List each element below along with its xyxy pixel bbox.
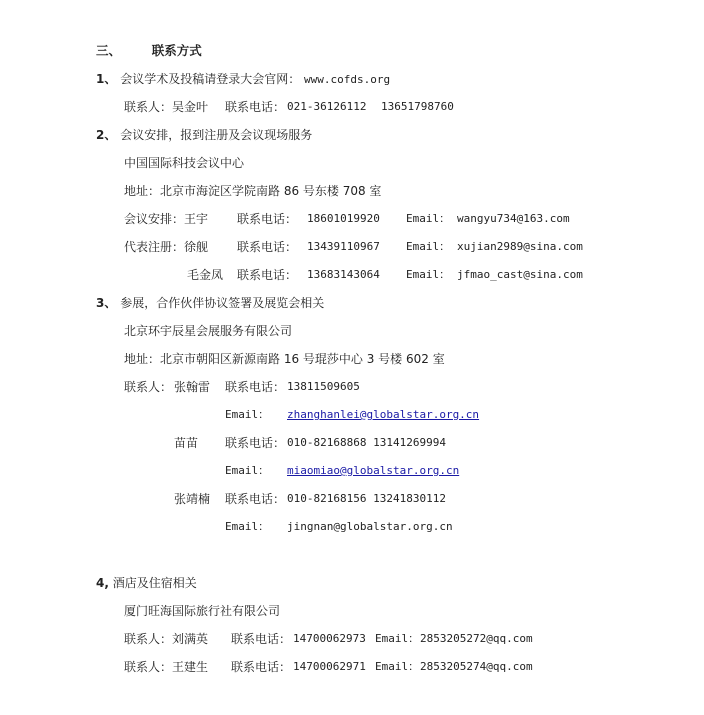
phone-label: 联系电话： — [237, 212, 298, 226]
item-4-organization: 厦门旺海国际旅行社有限公司 — [124, 604, 281, 618]
item-4-row-1 — [124, 631, 684, 647]
item-1-contact-row — [124, 99, 684, 115]
item-3-heading — [96, 295, 324, 311]
email-address[interactable]: jingnan@globalstar.org.cn — [287, 520, 453, 533]
item-2-text: 会议安排，报到注册及会议现场服务 — [120, 128, 313, 142]
item-3-person-1 — [124, 379, 684, 395]
mobile-number: 13651798760 — [381, 100, 454, 113]
contact-role: 会议安排：王宇 — [124, 212, 209, 226]
section-heading — [96, 43, 202, 59]
phone-number: 18601019920 — [307, 212, 380, 225]
item-3-number: 3、 — [96, 296, 117, 310]
email-label: Email： — [375, 632, 420, 645]
email-label: Email： — [225, 520, 270, 533]
phone-label: 联系电话： — [225, 436, 286, 450]
email-label: Email： — [225, 408, 270, 421]
item-1-text: 会议学术及投稿请登录大会官网： — [120, 72, 301, 86]
contact-role: 毛金凤 — [187, 268, 224, 282]
email-label: Email： — [225, 464, 270, 477]
email-address[interactable]: jfmao_cast@sina.com — [457, 268, 583, 281]
email-label: Email： — [375, 660, 420, 673]
item-2-organization: 中国国际科技会议中心 — [124, 156, 245, 170]
contact-name: 张靖楠 — [174, 492, 211, 506]
email-address[interactable]: wangyu734@163.com — [457, 212, 570, 225]
phone-label: 联系电话： — [237, 268, 298, 282]
item-1-number: 1、 — [96, 72, 117, 86]
item-2-row-2 — [124, 239, 684, 255]
item-4-text: 酒店及住宿相关 — [112, 576, 197, 590]
email-link[interactable]: zhanghanlei@globalstar.org.cn — [287, 408, 480, 421]
phone-label: 联系电话： — [225, 492, 286, 506]
phone-number: 13811509605 — [287, 380, 360, 393]
section-title: 联系方式 — [151, 43, 202, 58]
phone-label: 联系电话： — [231, 660, 292, 674]
item-2-number: 2、 — [96, 128, 117, 142]
phone-label: 联系电话： — [225, 100, 286, 114]
email-address[interactable]: 2853205272@qq.com — [420, 632, 533, 645]
item-3-organization: 北京环宇辰星会展服务有限公司 — [124, 324, 293, 338]
item-2-heading — [96, 127, 312, 143]
item-1-heading — [96, 71, 390, 88]
email-label: Email： — [406, 268, 451, 281]
item-3-person-3-email — [124, 519, 684, 535]
phone-number: 010-82168868 13141269994 — [287, 436, 446, 449]
item-2-row-3 — [124, 267, 684, 283]
email-label: Email： — [406, 240, 451, 253]
phone-number: 13439110967 — [307, 240, 380, 253]
phone-label: 联系电话： — [225, 380, 286, 394]
item-2-address: 地址：北京市海淀区学院南路 86 号东楼 708 室 — [124, 184, 382, 198]
email-link[interactable]: miaomiao@globalstar.org.cn — [287, 464, 460, 477]
item-4-heading — [96, 575, 197, 591]
contact-name: 联系人：王建生 — [124, 660, 209, 674]
item-3-person-3 — [124, 491, 684, 507]
contact-name: 张翰雷 — [174, 380, 211, 394]
contact-label: 联系人： — [124, 380, 173, 394]
phone-label: 联系电话： — [237, 240, 298, 254]
item-3-person-1-email — [124, 407, 684, 423]
item-3-address: 地址：北京市朝阳区新源南路 16 号琨莎中心 3 号楼 602 室 — [124, 352, 445, 366]
item-3-person-2-email — [124, 463, 684, 479]
item-3-text: 参展，合作伙伴协议签署及展览会相关 — [120, 296, 325, 310]
phone-number: 021-36126112 — [287, 100, 367, 113]
section-number: 三、 — [96, 43, 122, 58]
item-4-row-2 — [124, 659, 684, 675]
item-2-row-1 — [124, 211, 684, 227]
phone-label: 联系电话： — [231, 632, 292, 646]
contact-name: 联系人：吴金叶 — [124, 100, 209, 114]
phone-number: 14700062973 — [293, 632, 366, 645]
item-4-number: 4, — [96, 576, 109, 590]
phone-number: 13683143064 — [307, 268, 380, 281]
email-address[interactable]: 2853205274@qq.com — [420, 660, 533, 673]
contact-name: 联系人：刘满英 — [124, 632, 209, 646]
phone-number: 14700062971 — [293, 660, 366, 673]
conference-website[interactable]: www.cofds.org — [304, 73, 391, 86]
contact-name: 苗苗 — [174, 436, 199, 450]
contact-role: 代表注册：徐舰 — [124, 240, 209, 254]
phone-number: 010-82168156 13241830112 — [287, 492, 446, 505]
item-3-person-2 — [124, 435, 684, 451]
email-label: Email： — [406, 212, 451, 225]
email-address[interactable]: xujian2989@sina.com — [457, 240, 583, 253]
